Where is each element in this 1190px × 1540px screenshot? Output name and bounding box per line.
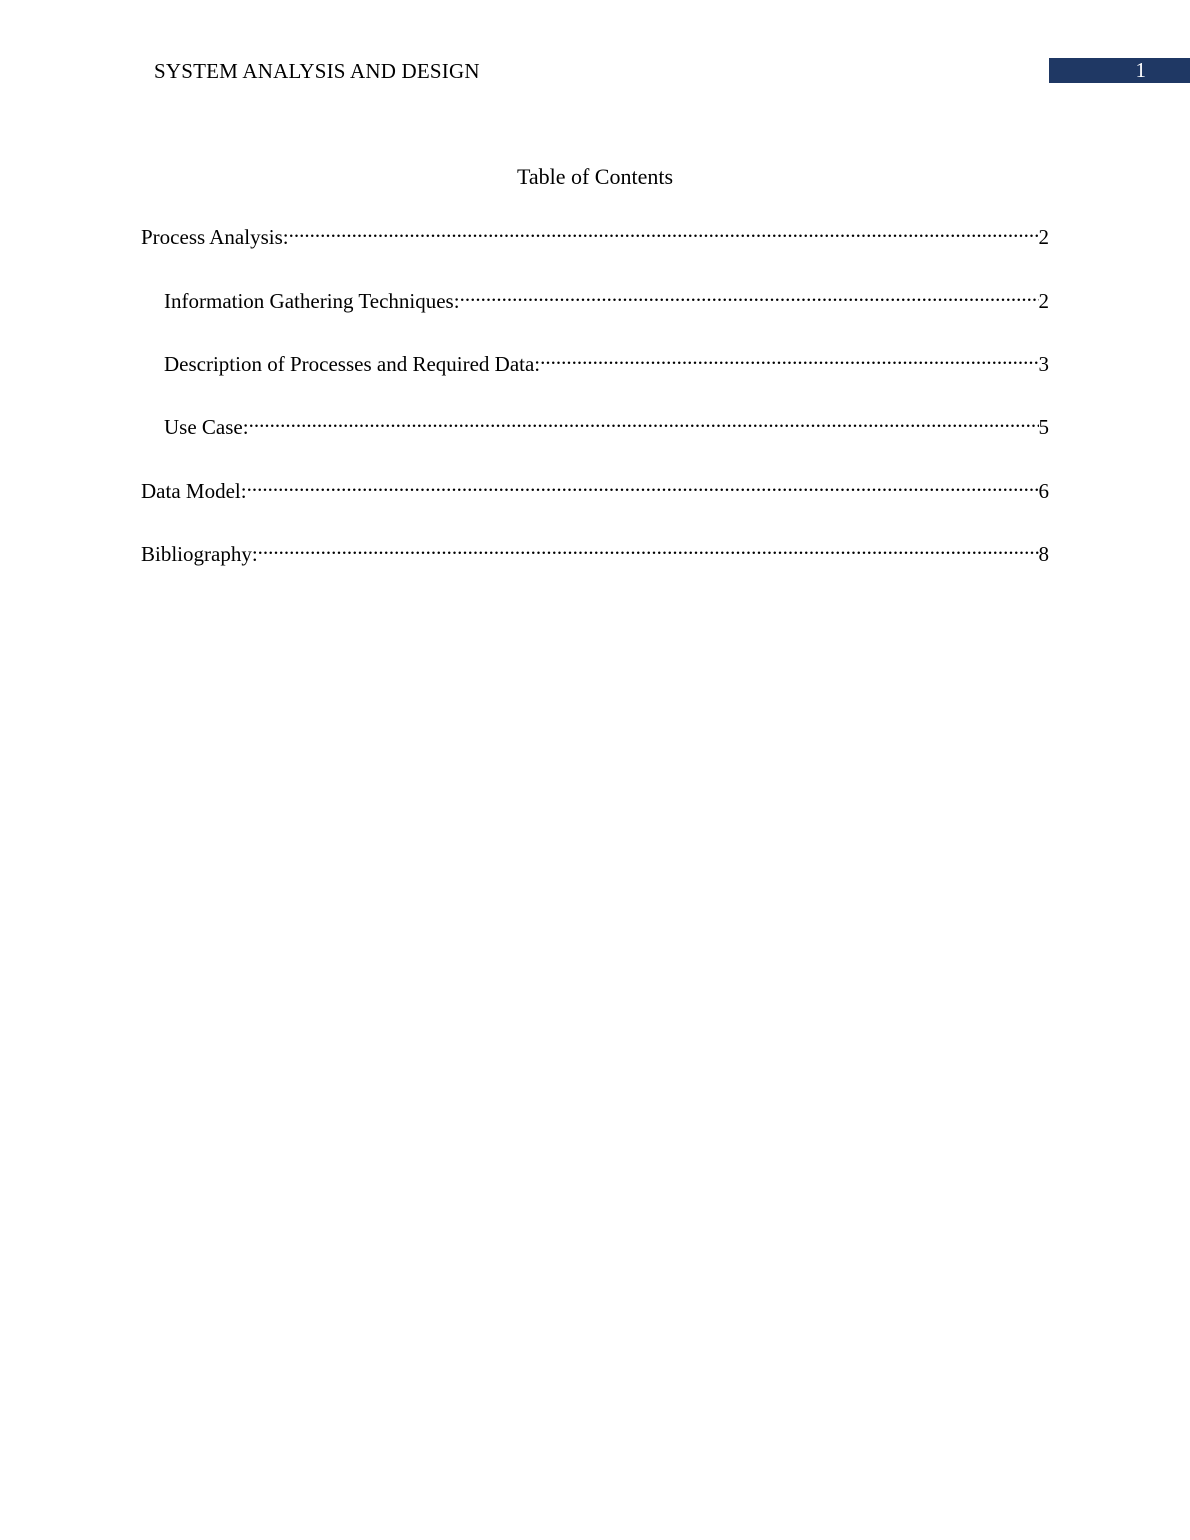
toc-entry-page: 2 (1038, 225, 1049, 249)
toc-dot-leader (247, 470, 1039, 498)
toc-entry-process-analysis[interactable] (141, 216, 1049, 251)
toc-title: Table of Contents (516, 164, 674, 189)
toc-entry-label: Information Gathering Techniques: (164, 289, 460, 313)
toc-entry-label: Bibliography: (141, 542, 258, 566)
running-head: SYSTEM ANALYSIS AND DESIGN (154, 59, 480, 83)
toc-dot-leader (540, 343, 1038, 371)
toc-dot-leader (460, 280, 1039, 308)
toc-dot-leader (258, 533, 1039, 561)
toc-entry-page: 8 (1038, 542, 1049, 566)
toc-entry-page: 3 (1038, 352, 1049, 376)
toc-entry-use-case[interactable] (164, 406, 1049, 441)
toc-entry-label: Description of Processes and Required Data: (164, 352, 541, 376)
toc-dot-leader (249, 406, 1039, 434)
toc-entry-description-of-processes[interactable] (164, 343, 1049, 378)
page-number: 1 (1135, 58, 1146, 82)
toc-entry-label: Data Model: (141, 479, 247, 503)
toc-entry-label: Process Analysis: (141, 225, 289, 249)
page-number-box (1049, 58, 1190, 83)
toc-entry-page: 5 (1038, 415, 1049, 439)
toc-entry-bibliography[interactable] (141, 533, 1049, 568)
toc-dot-leader (289, 216, 1039, 244)
toc-entry-label: Use Case: (164, 415, 249, 439)
toc-entry-page: 2 (1038, 289, 1049, 313)
toc-entry-page: 6 (1038, 479, 1049, 503)
toc-entry-data-model[interactable] (141, 470, 1049, 505)
toc-entry-information-gathering[interactable] (164, 280, 1049, 315)
